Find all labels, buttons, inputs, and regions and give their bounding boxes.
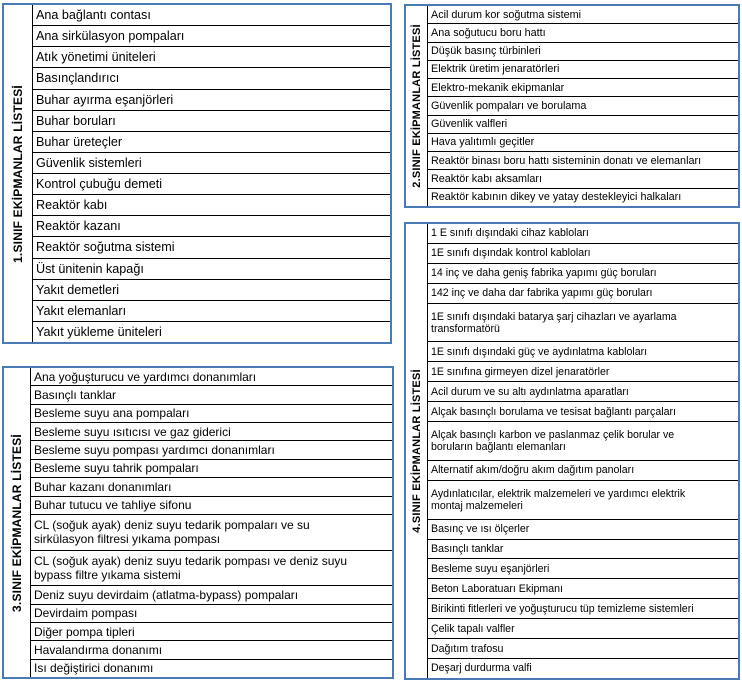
list-item-line: Besleme suyu pompası yardımcı donanımları xyxy=(34,443,275,458)
list-item: Güvenlik pompaları ve borulama xyxy=(428,97,738,115)
list-item xyxy=(31,586,392,604)
list-item-line: Deşarj durdurma valfi xyxy=(431,662,532,675)
list-item-line: 1E sınıfı dışındak kontrol kabloları xyxy=(431,247,591,260)
list-item: Ana sirkülasyon pompaları xyxy=(33,26,390,47)
list-item-line: 1E sınıfı dışındaki güç ve aydınlatma kabloları xyxy=(431,345,648,358)
list-item-line: Beton Laboratuarı Ekipmanı xyxy=(431,582,563,595)
class2-title: 2.SINIF EKİPMANLAR LİSTESİ xyxy=(410,24,423,188)
list-item xyxy=(31,386,392,404)
list-item-line: Birikinti fitlerleri ve yoğuşturucu tüp temizleme sistemleri xyxy=(431,602,694,615)
class1-equipment-list xyxy=(2,3,392,344)
class1-title-cell xyxy=(4,5,33,342)
list-item xyxy=(428,284,738,304)
list-item xyxy=(428,382,738,402)
list-item: Reaktör kabı xyxy=(33,195,390,216)
list-item-line: Alçak basınçlı karbon ve paslanmaz çelik borular ve xyxy=(431,428,675,441)
list-item-line: Havalandırma donanımı xyxy=(34,643,163,658)
class4-equipment-list xyxy=(404,222,740,680)
list-item: Reaktör binası boru hattı sisteminin donatı ve elemanları xyxy=(428,152,738,170)
list-item: Üst ünitenin kapağı xyxy=(33,259,390,280)
list-item xyxy=(428,342,738,362)
list-item-line: Dağıtım trafosu xyxy=(431,642,504,655)
list-item-line: bypass filtre yıkama sistemi xyxy=(34,567,181,582)
list-item-line: Acil durum ve su altı aydınlatma aparatları xyxy=(431,385,629,398)
list-item xyxy=(31,405,392,423)
list-item-line: Aydınlatıcılar, elektrik malzemeleri ve yardımcı elektrik xyxy=(431,487,686,500)
class2-title-cell xyxy=(406,6,428,206)
list-item-line: Buhar tutucu ve tahliye sifonu xyxy=(34,498,192,513)
list-item: Reaktör kazanı xyxy=(33,216,390,237)
list-item xyxy=(31,605,392,623)
list-item-line: Deniz suyu devirdaim (atlatma-bypass) pompaları xyxy=(34,587,299,602)
list-item xyxy=(428,304,738,343)
list-item-line: 1 E sınıfı dışındaki cihaz kabloları xyxy=(431,227,589,240)
list-item-line: Çelik tapalı valfler xyxy=(431,622,515,635)
list-item: Buhar üreteçler xyxy=(33,132,390,153)
list-item-line: Besleme suyu tahrik pompaları xyxy=(34,461,199,476)
list-item: Yakıt demetleri xyxy=(33,280,390,301)
list-item-line: 1E sınıfına girmeyen dizel jenaratörler xyxy=(431,365,610,378)
list-item-line: 1E sınıfı dışındaki batarya şarj cihazları ve ayarlama xyxy=(431,310,677,323)
list-item-line: boruların bağlantı elemanları xyxy=(431,440,566,453)
list-item xyxy=(428,362,738,382)
list-item xyxy=(31,460,392,478)
class1-items xyxy=(33,5,390,342)
list-item-line: Besleme suyu ana pompaları xyxy=(34,406,190,421)
list-item-line: 142 inç ve daha dar fabrika yapımı güç boruları xyxy=(431,287,653,300)
list-item xyxy=(31,368,392,386)
list-item-line: Basınç ve ısı ölçerler xyxy=(431,523,530,536)
list-item xyxy=(31,497,392,515)
class4-title-cell xyxy=(406,224,428,678)
list-item: Reaktör kabının dikey ve yatay destekleyici halkaları xyxy=(431,191,682,204)
class1-title: 1.SINIF EKİPMANLAR LİSTESİ xyxy=(11,84,25,263)
list-item: Yakıt yükleme üniteleri xyxy=(36,324,162,339)
class3-items xyxy=(31,368,392,677)
list-item xyxy=(31,441,392,459)
list-item xyxy=(31,423,392,441)
list-item xyxy=(31,551,392,587)
list-item-line: CL (soğuk ayak) deniz suyu tedarik pompaları ve su xyxy=(34,518,310,533)
list-item-line: transformatörü xyxy=(431,322,500,335)
list-item-line: Buhar kazanı donanımları xyxy=(34,479,172,494)
list-item xyxy=(428,559,738,579)
list-item-line: Devirdaim pompası xyxy=(34,606,138,621)
list-item xyxy=(428,579,738,599)
list-item xyxy=(428,619,738,639)
list-item-line: montaj malzemeleri xyxy=(431,499,523,512)
list-item: Reaktör soğutma sistemi xyxy=(33,237,390,258)
list-item: Buhar boruları xyxy=(33,111,390,132)
list-item xyxy=(428,481,738,520)
class4-items xyxy=(428,224,738,678)
list-item xyxy=(31,478,392,496)
list-item xyxy=(31,660,392,677)
list-item xyxy=(428,639,738,659)
list-item: Güvenlik valfleri xyxy=(428,116,738,134)
list-item: Güvenlik sistemleri xyxy=(33,153,390,174)
list-item-line: Ana yoğuşturucu ve yardımcı donanımları xyxy=(34,369,257,384)
class3-title-cell xyxy=(4,368,31,677)
list-item-line: Diğer pompa tipleri xyxy=(34,624,135,639)
list-item xyxy=(428,264,738,284)
class4-title: 4.SINIF EKİPMANLAR LİSTESİ xyxy=(410,369,423,533)
class2-items xyxy=(428,6,738,206)
list-item-line: Alternatif akım/doğru akım dağıtım panoları xyxy=(431,464,635,477)
list-item xyxy=(428,599,738,619)
list-item-line: 14 inç ve daha geniş fabrika yapımı güç boruları xyxy=(431,267,657,280)
list-item xyxy=(428,422,738,461)
list-item-line: Basınçlı tanklar xyxy=(431,543,504,555)
list-item: Reaktör kabı aksamları xyxy=(428,170,738,188)
class2-equipment-list xyxy=(404,4,740,208)
list-item: Basınçlandırıcı xyxy=(33,68,390,89)
list-item: Atık yönetimi üniteleri xyxy=(33,47,390,68)
list-item: Acil durum kor soğutma sistemi xyxy=(428,6,738,24)
list-item xyxy=(428,244,738,264)
list-item: Kontrol çubuğu demeti xyxy=(33,174,390,195)
class3-title: 3.SINIF EKİPMANLAR LİSTESİ xyxy=(10,433,24,612)
list-item-line: sirkülasyon filtresi yıkama pompası xyxy=(34,532,221,547)
list-item: Buhar ayırma eşanjörleri xyxy=(33,90,390,111)
list-item-line: Basınçlı tanklar xyxy=(34,388,117,403)
list-item-line: Besleme suyu eşanjörleri xyxy=(431,562,550,575)
list-item xyxy=(428,402,738,422)
list-item xyxy=(428,659,738,678)
list-item xyxy=(428,540,738,560)
list-item: Ana bağlantı contası xyxy=(33,5,390,26)
list-item xyxy=(31,623,392,641)
list-item: Hava yalıtımlı geçitler xyxy=(428,134,738,152)
list-item xyxy=(428,224,738,244)
list-item xyxy=(428,520,738,540)
list-item xyxy=(428,461,738,481)
list-item: Düşük basınç türbinleri xyxy=(428,43,738,61)
list-item: Ana soğutucu boru hattı xyxy=(428,24,738,42)
list-item xyxy=(31,641,392,659)
list-item-line: Alçak basınçlı borulama ve tesisat bağlantı parçaları xyxy=(431,405,676,418)
list-item-line: CL (soğuk ayak) deniz suyu tedarik pompası ve deniz suyu xyxy=(34,553,348,568)
list-item: Elektro-mekanik ekipmanlar xyxy=(428,79,738,97)
list-item: Elektrik üretim jenaratörleri xyxy=(428,61,738,79)
list-item: Yakıt elemanları xyxy=(33,301,390,322)
class3-equipment-list xyxy=(2,366,394,679)
list-item-line: Besleme suyu ısıtıcısı ve gaz giderici xyxy=(34,424,231,439)
list-item-line: Isı değiştirici donanımı xyxy=(34,661,154,676)
list-item xyxy=(31,515,392,551)
